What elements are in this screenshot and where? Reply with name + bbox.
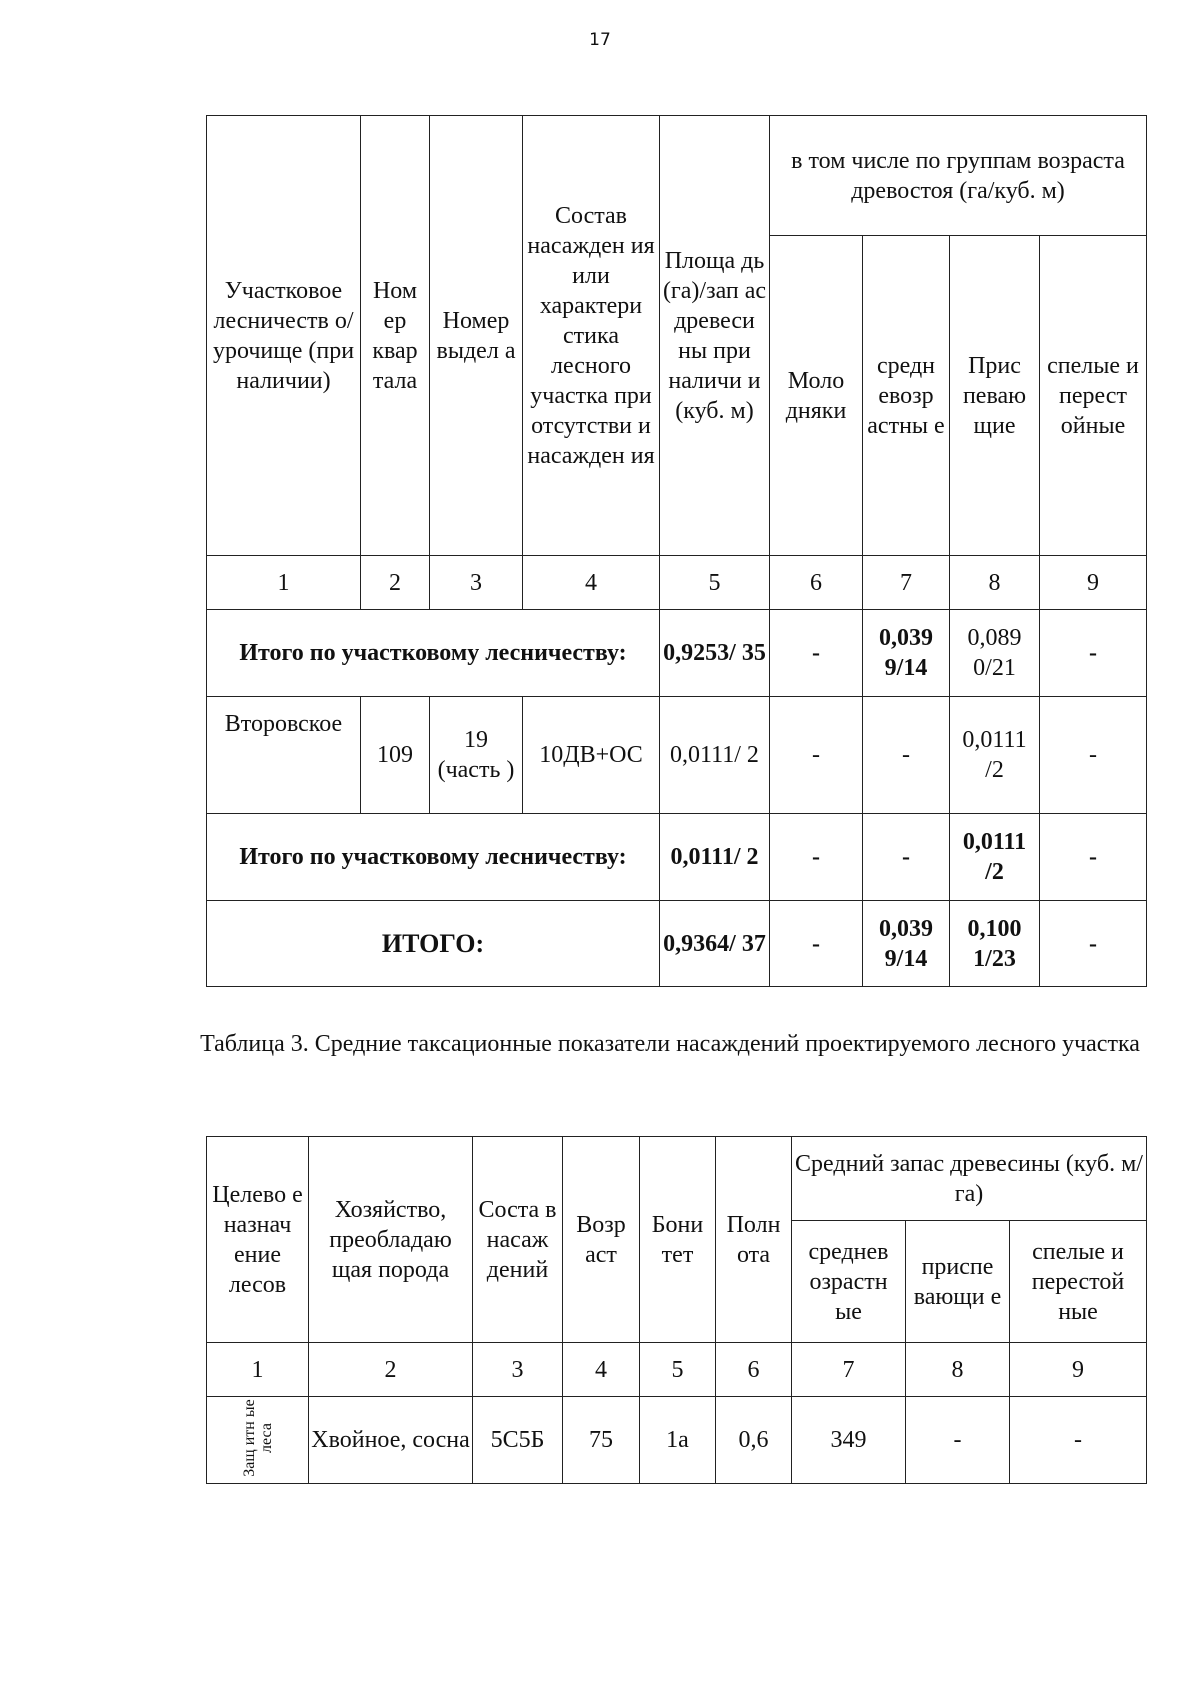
cell-quarter: 109 xyxy=(361,697,430,814)
cell-young: - xyxy=(770,814,863,901)
header-maturing: приспе вающи е xyxy=(906,1221,1010,1343)
header-maturing: Прис певаю щие xyxy=(950,236,1040,556)
col-number: 6 xyxy=(770,556,863,610)
header-area-stock: Площа дь (га)/зап ас древеси ны при наличи и (куб. м) xyxy=(660,116,770,556)
header-mature-overmature: спелые и перест ойные xyxy=(1040,236,1147,556)
cell-maturing: 0,089 0/21 xyxy=(950,610,1040,697)
subtotal-label: Итого по участковому лесничеству: xyxy=(207,610,660,697)
page-number: 17 xyxy=(589,30,611,50)
header-site-class: Бони тет xyxy=(640,1137,716,1343)
cell-young: - xyxy=(770,610,863,697)
col-number: 2 xyxy=(309,1343,473,1397)
cell-maturing: 0,100 1/23 xyxy=(950,901,1040,987)
col-number: 9 xyxy=(1040,556,1147,610)
header-composition: Соста в насаж дений xyxy=(473,1137,563,1343)
header-age: Возр аст xyxy=(563,1137,640,1343)
table-row xyxy=(207,1397,1147,1484)
cell-young: - xyxy=(770,697,863,814)
header-dominant-species: Хозяйство, преобладаю щая порода xyxy=(309,1137,473,1343)
col-number: 1 xyxy=(207,556,361,610)
header-middle-aged: средн евозр астны е xyxy=(863,236,950,556)
cell-middle-aged: - xyxy=(863,814,950,901)
cell-area: 0,0111/ 2 xyxy=(660,697,770,814)
stand-indicators-table xyxy=(206,1136,1147,1484)
header-forestry: Участковое лесничеств о/урочище (при наличии) xyxy=(207,116,361,556)
header-young: Моло дняки xyxy=(770,236,863,556)
cell-site-class: 1а xyxy=(640,1397,716,1484)
col-number: 3 xyxy=(473,1343,563,1397)
cell-area: 0,9364/ 37 xyxy=(660,901,770,987)
col-number: 6 xyxy=(716,1343,792,1397)
col-number: 8 xyxy=(950,556,1040,610)
cell-middle-aged-stock: 349 xyxy=(792,1397,906,1484)
col-number: 1 xyxy=(207,1343,309,1397)
forest-plots-table xyxy=(206,115,1147,987)
cell-composition: 5С5Б xyxy=(473,1397,563,1484)
cell-purpose-text: Защ итн ые леса xyxy=(240,1399,275,1477)
cell-area: 0,9253/ 35 xyxy=(660,610,770,697)
subtotal-label: Итого по участковому лесничеству: xyxy=(207,814,660,901)
col-number: 4 xyxy=(563,1343,640,1397)
col-number: 7 xyxy=(863,556,950,610)
header-quarter-number: Ном ер квар тала xyxy=(361,116,430,556)
col-number: 7 xyxy=(792,1343,906,1397)
cell-mature: - xyxy=(1040,697,1147,814)
cell-maturing: 0,0111 /2 xyxy=(950,814,1040,901)
table-row xyxy=(207,814,1147,901)
cell-purpose xyxy=(207,1397,309,1484)
col-number: 3 xyxy=(430,556,523,610)
cell-mature: - xyxy=(1040,901,1147,987)
cell-mature-stock: - xyxy=(1010,1397,1147,1484)
col-number: 9 xyxy=(1010,1343,1147,1397)
header-age-groups: в том числе по группам возраста древостоя (га/куб. м) xyxy=(770,116,1147,236)
cell-maturing: 0,0111 /2 xyxy=(950,697,1040,814)
table-row xyxy=(207,697,1147,814)
cell-middle-aged: 0,039 9/14 xyxy=(863,610,950,697)
cell-maturing-stock: - xyxy=(906,1397,1010,1484)
cell-forestry: Второвское xyxy=(207,697,361,814)
cell-density: 0,6 xyxy=(716,1397,792,1484)
header-purpose: Целево е назнач ение лесов xyxy=(207,1137,309,1343)
cell-young: - xyxy=(770,901,863,987)
total-label: ИТОГО: xyxy=(207,901,660,987)
header-average-stock: Средний запас древесины (куб. м/га) xyxy=(792,1137,1147,1221)
header-plot-number: Номер выдел а xyxy=(430,116,523,556)
header-middle-aged: среднев озрастн ые xyxy=(792,1221,906,1343)
header-density: Полн ота xyxy=(716,1137,792,1343)
cell-composition: 10ДВ+ОС xyxy=(523,697,660,814)
cell-age: 75 xyxy=(563,1397,640,1484)
col-number: 5 xyxy=(640,1343,716,1397)
table3-title: Таблица 3. Средние таксационные показатели насаждений проектируемого лесного участка xyxy=(200,1031,1140,1057)
cell-mature: - xyxy=(1040,610,1147,697)
header-mature-overmature: спелые и перестой ные xyxy=(1010,1221,1147,1343)
col-number: 8 xyxy=(906,1343,1010,1397)
cell-area: 0,0111/ 2 xyxy=(660,814,770,901)
cell-middle-aged: 0,039 9/14 xyxy=(863,901,950,987)
cell-middle-aged: - xyxy=(863,697,950,814)
header-stand-composition: Состав насажден ия или характери стика лесного участка при отсутстви и насажден ия xyxy=(523,116,660,556)
col-number: 4 xyxy=(523,556,660,610)
col-number: 5 xyxy=(660,556,770,610)
table-row xyxy=(207,610,1147,697)
table-row xyxy=(207,901,1147,987)
cell-dominant-species: Хвойное, сосна xyxy=(309,1397,473,1484)
cell-plot: 19 (часть ) xyxy=(430,697,523,814)
cell-mature: - xyxy=(1040,814,1147,901)
col-number: 2 xyxy=(361,556,430,610)
